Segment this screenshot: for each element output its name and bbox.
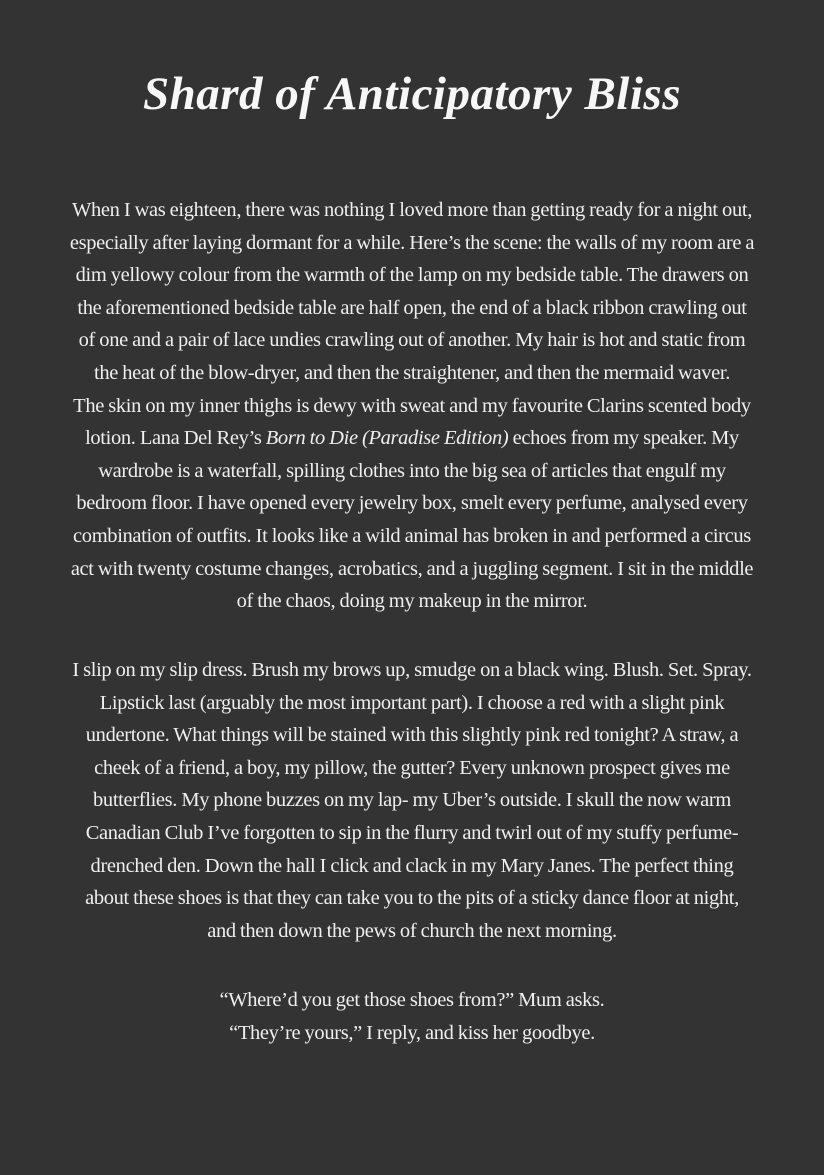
paragraph-line: The skin on my inner thighs is dewy with sweat and my favourite Clarins scented body bbox=[73, 394, 751, 417]
paragraph-line bbox=[64, 422, 760, 455]
paragraph-line: I slip on my slip dress. Brush my brows up, smudge on a black wing. Blush. Set. Spray. bbox=[72, 659, 752, 681]
paragraph-line: cheek of a friend, a boy, my pillow, the gutter? Every unknown prospect gives me bbox=[94, 756, 730, 779]
paragraph-line: Canadian Club I’ve forgotten to sip in the flurry and twirl out of my stuffy perfume- bbox=[85, 821, 739, 844]
paragraph-line: act with twenty costume changes, acrobatics, and a juggling segment. I sit in the middle bbox=[70, 557, 754, 580]
paragraph-line: butterflies. My phone buzzes on my lap- my Uber’s outside. I skull the now warm bbox=[93, 789, 731, 812]
paragraph-line: dim yellowy colour from the warmth of the lamp on my bedside table. The drawers on bbox=[75, 264, 749, 287]
paragraph-line: the heat of the blow-dryer, and then the straightener, and then the mermaid waver. bbox=[94, 361, 730, 384]
paragraph-line: of one and a pair of lace undies crawling out of another. My hair is hot and static from bbox=[78, 329, 746, 352]
paragraph-line: the aforementioned bedside table are half open, the end of a black ribbon crawling out bbox=[77, 296, 747, 319]
album-title: Born to Die (Paradise Edition) bbox=[265, 427, 509, 450]
paragraph-line: undertone. What things will be stained with this slightly pink red tonight? A straw, a bbox=[85, 724, 739, 747]
dialogue-line: “Where’d you get those shoes from?” Mum asks. bbox=[219, 989, 605, 1011]
paragraph-line: of the chaos, doing my makeup in the mirror. bbox=[236, 590, 588, 613]
paragraph-line: combination of outfits. It looks like a wild animal has broken in and performed a circus bbox=[73, 524, 751, 547]
paragraph-line: wardrobe is a waterfall, spilling clothes into the big sea of articles that engulf my bbox=[98, 459, 726, 482]
paragraph-line: especially after laying dormant for a while. Here’s the scene: the walls of my room are a bbox=[69, 231, 755, 254]
paragraph-line: and then down the pews of church the next morning. bbox=[207, 919, 617, 942]
paragraph-1 bbox=[64, 194, 760, 618]
paragraph-line: When I was eighteen, there was nothing I loved more than getting ready for a night out, bbox=[72, 199, 752, 221]
dialogue-line: “They’re yours,” I reply, and kiss her goodbye. bbox=[229, 1021, 595, 1044]
paragraph-line: bedroom floor. I have opened every jewelry box, smelt every perfume, analysed every bbox=[76, 492, 748, 515]
paragraph-line: Lipstick last (arguably the most important part). I choose a red with a slight pink bbox=[99, 691, 725, 714]
dialogue bbox=[64, 984, 760, 1049]
text-segment: lotion. Lana Del Rey’s bbox=[85, 427, 266, 450]
text-segment: echoes from my speaker. My bbox=[508, 427, 739, 450]
paragraph-line: drenched den. Down the hall I click and clack in my Mary Janes. The perfect thing bbox=[90, 854, 734, 877]
page-title: Shard of Anticipatory Bliss bbox=[142, 68, 681, 120]
paragraph-line: about these shoes is that they can take you to the pits of a sticky dance floor at night, bbox=[85, 887, 739, 910]
paragraph-2 bbox=[64, 654, 760, 947]
